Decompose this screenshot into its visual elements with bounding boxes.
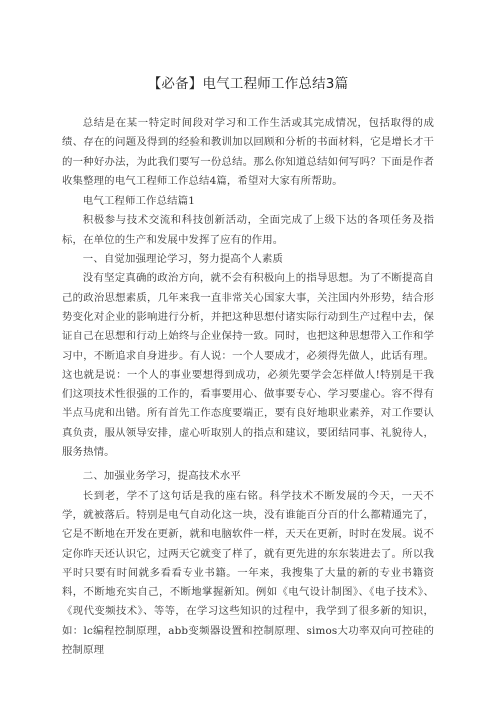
business-study-paragraph: 长到老，学不了这句话是我的座右铭。科学技术不断发展的今天，一天不学，就被落后。特别是电气自动化这一块，没有谁能百分百的什么都精通完了，它是不断地在开发在更新，就和电脑软件一样，天天在更新，时时在发展。说不定你昨天还认识它，过两天它就变了样了，就有更先进的东东装进去了。所以我平时只要有时间就多看看专业书籍。一年来，我搜集了大量的新的专业书籍资料，不断地充实自己，不断地掌握新知。例如《电气设计制图》、《电子技术》、《现代变频技术》、等等，在学习这些知识的过程中，我学到了很多新的知识，如：lc编程控制原理，abb变频器设置和控制原理、simos大功率双向可控硅的控制原理 xyxy=(62,489,434,657)
section-title-article-1: 电气工程师工作总结篇1 xyxy=(82,195,195,208)
intro-paragraph: 总结是在某一特定时间段对学习和工作生活或其完成情况，包括取得的成绩、存在的问题及得到的经验和教训加以回顾和分析的书面材料，它是增长才干的一种好办法，为此我们要写一份总结。那么你知道总结如何写吗？下面是作者收集整理的电气工程师工作总结4篇，希望对大家有所帮助。 xyxy=(62,117,434,187)
article-1-opening-paragraph: 积极参与技术交流和科技创新活动，全面完成了上级下达的各项任务及指标，在单位的生产和发展中发挥了应有的作用。 xyxy=(62,214,434,246)
heading-business-study: 二、加强业务学习，提高技术水平 xyxy=(82,470,241,483)
document-title: 【必备】电气工程师工作总结3篇 xyxy=(147,76,349,92)
heading-theory-study: 一、自觉加强理论学习，努力提高个人素质 xyxy=(82,253,284,266)
theory-study-paragraph: 没有坚定真确的政治方向，就不会有积极向上的指导思想。为了不断提高自己的政治思想素质，几年来我一直非常关心国家大事，关注国内外形势，结合形势变化对企业的影响进行分析，并把这种思想付诸实际行动到生产过程中去，保证自己在思想和行动上始终与企业保持一致。同时，也把这种思想带入工作和学习中，不断追求自身进步。有人说：一个人要成才，必须得先做人，此话有理。这也就是说：一个人的事业要想得到成功，必须先要学会怎样做人!特别是干我们这项技术性很强的工作的，看事要用心、做事要专心、学习要虚心。容不得有半点马虎和出错。所有首先工作态度要端正，要有良好地职业素养，对工作要认真负责，服从领导安排，虚心听取别人的指点和建议，要团结同事、礼貌待人，服务热情。 xyxy=(62,272,434,459)
